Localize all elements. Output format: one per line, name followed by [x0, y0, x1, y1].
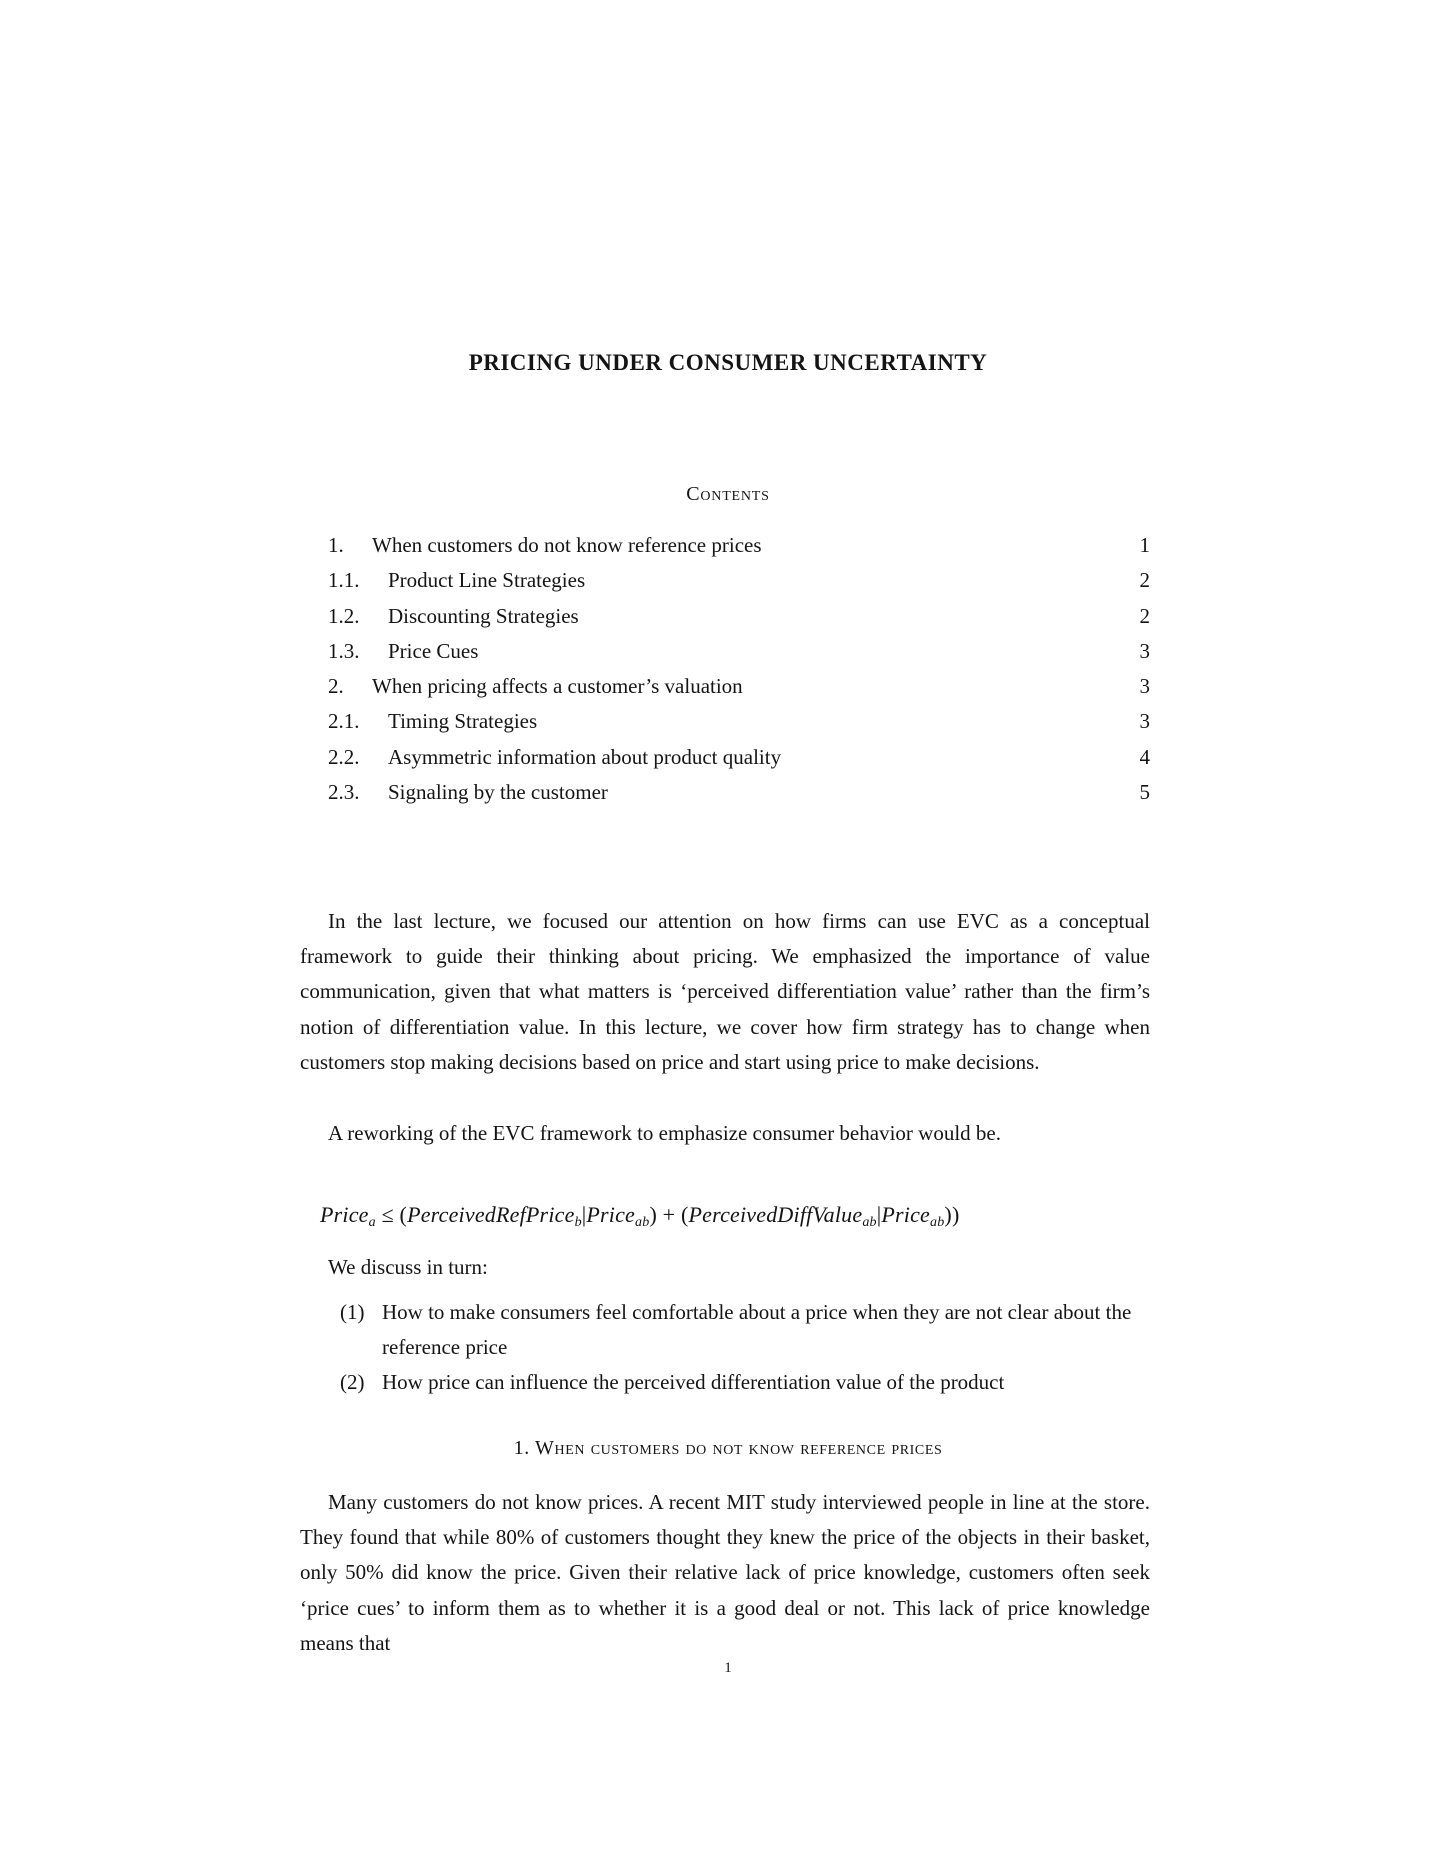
equation-term1-given-subscript: ab	[635, 1215, 650, 1230]
equation-term1: PerceivedRefPrice	[407, 1202, 575, 1227]
discuss-intro: We discuss in turn:	[328, 1255, 488, 1279]
toc-entry-page: 3	[1139, 709, 1150, 734]
list-item-text: How to make consumers feel comfortable about a price when they are not clear about the reference price	[382, 1300, 1132, 1359]
toc-entry[interactable]	[328, 530, 1150, 565]
page-number: 1	[724, 1660, 732, 1676]
toc-entry[interactable]	[328, 671, 1150, 706]
equation-lhs-subscript: a	[368, 1215, 376, 1230]
evc-equation: Price$_a$ ≤ (PerceivedRefPrice$_b$|Price$_{ab}$) + (PerceivedDiffValue$_{ab}$|Price$_{ab}$))	[320, 1202, 960, 1230]
toc-entry[interactable]	[328, 565, 1150, 600]
equation-term1-given: Price	[586, 1202, 636, 1227]
table-of-contents	[328, 530, 1150, 812]
equation-term2-given-subscript: ab	[930, 1215, 945, 1230]
framework-paragraph: A reworking of the EVC framework to emphasize consumer behavior would be.	[328, 1121, 1001, 1145]
list-marker: (2)	[340, 1370, 365, 1394]
list-item	[340, 1365, 1150, 1400]
toc-entry-page: 2	[1139, 568, 1150, 593]
list-item	[340, 1295, 1150, 1365]
toc-entry-page: 3	[1139, 638, 1150, 663]
equation-plus: +	[662, 1202, 676, 1227]
toc-entry[interactable]	[328, 601, 1150, 636]
toc-entry-page: 1	[1139, 533, 1150, 557]
toc-entry-page: 4	[1139, 744, 1150, 769]
toc-entry-page: 5	[1139, 780, 1150, 805]
intro-paragraph: In the last lecture, we focused our attention on how firms can use EVC as a conceptual framework to guide their thinking about pricing. We emphasized the importance of value communication, given that what matters is ‘perceived differentiation value’ rather than the firm’s notion of differentiation value. In this lecture, we cover how firm strategy has to change when customers stop making decisions based on price and start using price to make decisions.	[300, 909, 1150, 1074]
toc-entry-title: When customers do not know reference prices	[372, 533, 762, 557]
contents-heading: Contents	[686, 483, 770, 505]
section-paragraph: Many customers do not know prices. A recent MIT study interviewed people in line at the store. They found that while 80% of customers thought they knew the price of the objects in their basket, only 50% did know the price. Given their relative lack of price knowledge, customers often seek ‘price cues’ to inform them as to whether it is a good deal or not. This lack of price knowledge means that	[300, 1490, 1150, 1655]
list-marker: (1)	[340, 1300, 365, 1324]
equation-relation: ≤	[381, 1202, 394, 1227]
toc-entry[interactable]	[328, 777, 1150, 812]
equation-term2: PerceivedDiffValue	[688, 1202, 863, 1227]
equation-term1-subscript: b	[574, 1215, 582, 1230]
toc-entry-number: 1.3.	[328, 638, 360, 663]
toc-entry-number: 2.1.	[328, 709, 360, 734]
discussion-list	[340, 1295, 1150, 1400]
section-heading: 1. When customers do not know reference prices	[513, 1437, 943, 1459]
toc-entry[interactable]	[328, 636, 1150, 671]
equation-term2-given: Price	[881, 1202, 931, 1227]
toc-entry-number: 1.2.	[328, 603, 360, 628]
toc-entry-title: Asymmetric information about product quality	[388, 744, 782, 769]
toc-entry-number: 2.2.	[328, 744, 360, 769]
list-item-text: How price can influence the perceived differentiation value of the product	[382, 1370, 1005, 1394]
toc-entry-title: Discounting Strategies	[388, 603, 579, 628]
toc-entry-title: Product Line Strategies	[388, 568, 586, 593]
toc-entry-number: 2.3.	[328, 780, 360, 805]
equation-lhs: Price	[320, 1202, 369, 1227]
toc-entry-number: 1.	[328, 533, 344, 557]
toc-entry-page: 3	[1139, 674, 1150, 699]
toc-entry[interactable]	[328, 706, 1150, 741]
toc-entry-title: Price Cues	[388, 638, 479, 663]
toc-entry-number: 1.1.	[328, 568, 360, 593]
toc-entry-title: Signaling by the customer	[388, 780, 608, 805]
document-title: PRICING UNDER CONSUMER UNCERTAINTY	[468, 350, 988, 375]
toc-entry-number: 2.	[328, 674, 344, 699]
toc-entry-title: Timing Strategies	[388, 709, 538, 734]
equation-term2-subscript: ab	[862, 1215, 877, 1230]
toc-entry-title: When pricing affects a customer’s valuation	[372, 674, 743, 699]
toc-entry[interactable]	[328, 742, 1150, 777]
toc-entry-page: 2	[1139, 603, 1150, 628]
